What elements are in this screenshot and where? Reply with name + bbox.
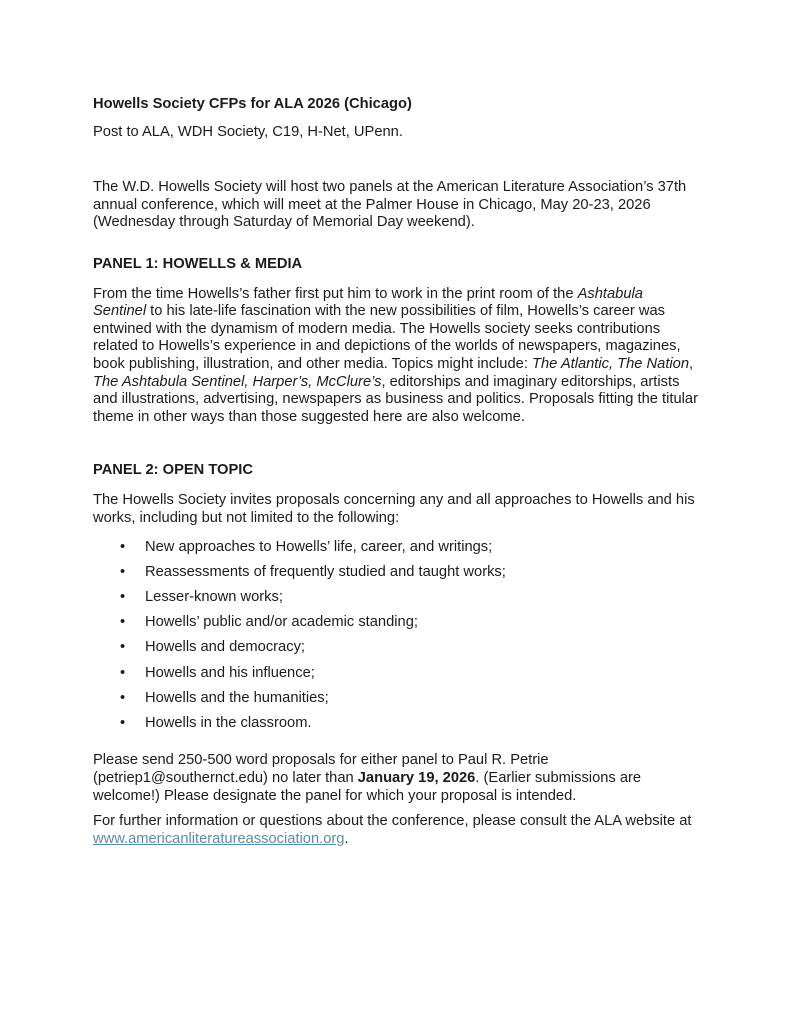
bullet-item: • Reassessments of frequently studied and taught works; [120,564,700,582]
bullet-item: • Howells and the humanities; [120,690,700,708]
document-title: Howells Society CFPs for ALA 2026 (Chicago) [93,96,412,112]
ala-website-link[interactable]: www.americanliteratureassociation.org [93,830,345,847]
text-segment: to his late-life fascination with the new possibilities of film, Howells’s career was entwined with the dynamism of modern media. The Howells society seeks contributions related to Howells’s experience in and depictions of the worlds of newspapers, magazines, book publishing, illustration, and other media. Topics might include: [93,303,681,372]
more-info-suffix: . [344,830,349,847]
submission-paragraph [93,752,700,805]
text-segment: Ashtabula Sentinel [93,285,643,320]
bullet-item: • Howells in the classroom. [120,715,700,733]
text-segment: January 19, 2026 [357,769,476,786]
text-segment: The Ashtabula Sentinel, Harper’s, McClure’s [93,373,382,390]
bullet-item: • Howells and his influence; [120,665,700,683]
topic-bullet-list [93,539,700,732]
text-segment: Please send 250-500 word proposals for either panel to Paul R. Petrie (petriep1@southernct.edu) no later than [93,752,549,786]
text-segment: From the time Howells’s father first put him to work in the print room of the [93,285,578,302]
text-segment: . (Earlier submissions are welcome!) Please designate the panel for which your proposal is intended. [93,769,642,804]
panel-1-heading: PANEL 1: HOWELLS & MEDIA [93,255,303,272]
distribution-line: Post to ALA, WDH Society, C19, H-Net, UPenn. [93,123,403,140]
panel-1-body [93,286,700,427]
panel-2-intro: The Howells Society invites proposals concerning any and all approaches to Howells and his works, including but not limited to the following: [93,491,695,526]
bullet-item: • Lesser-known works; [120,589,700,607]
intro-paragraph: The W.D. Howells Society will host two panels at the American Literature Association’s 37th annual conference, which will meet at the Palmer House in Chicago, May 20-23, 2026 (Wednesday through Saturday of Memorial Day weekend). [93,179,687,231]
text-segment: , [689,355,694,372]
panel-2-heading: PANEL 2: OPEN TOPIC [93,462,253,479]
text-segment: The Atlantic, The Nation [531,355,689,372]
more-info-prefix: For further information or questions about the conference, please consult the ALA website at [93,813,692,830]
more-info-paragraph [93,813,700,848]
bullet-item: • Howells’ public and/or academic standing; [120,614,700,632]
bullet-item: • Howells and democracy; [120,639,700,657]
bullet-item: • New approaches to Howells’ life, career, and writings; [120,539,700,557]
text-segment: , editorships and imaginary editorships, artists and illustrations, advertising, newspapers as business and politics. Proposals fitting the titular theme in other ways than those suggested here are also welcome. [93,373,698,425]
